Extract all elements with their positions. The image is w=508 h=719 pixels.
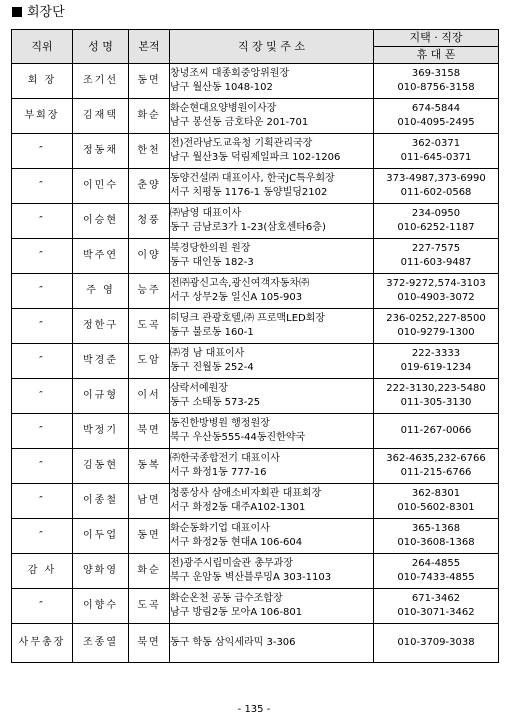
address-line: 서구 화정1동 777-16: [170, 467, 267, 478]
table-row: [12, 64, 499, 99]
phone-cell: [374, 624, 499, 663]
address-line: 북구 우산동555-44동진한약국: [170, 432, 306, 443]
position-cell: ″: [12, 379, 73, 414]
table-row: [12, 134, 499, 169]
name-cell: 이두업: [73, 519, 129, 554]
mobile-phone: 010-6252-1187: [397, 222, 475, 233]
branch-cell: 남면: [129, 484, 170, 519]
table-row: [12, 169, 499, 204]
branch-cell: 동면: [129, 519, 170, 554]
workplace-address-cell: [170, 274, 374, 309]
workplace-address-cell: [170, 204, 374, 239]
address-line: 서구 상무2동 일신A 105-903: [170, 292, 303, 303]
workplace-address-cell: [170, 64, 374, 99]
position-cell: ″: [12, 589, 73, 624]
name-cell: 주 영: [73, 274, 129, 309]
phone-cell: [374, 64, 499, 99]
page-number: - 135 -: [237, 704, 271, 715]
workplace-line: 창녕조씨 대종회중앙위원장: [170, 68, 290, 79]
mobile-phone: 010-7433-4855: [397, 572, 475, 583]
workplace-address-cell: [170, 624, 374, 663]
workplace-address-cell: [170, 239, 374, 274]
mobile-phone: 011-645-0371: [400, 152, 472, 163]
workplace-address-cell: [170, 309, 374, 344]
header-phone-bottom: 휴 대 폰: [374, 47, 499, 64]
branch-cell: 북면: [129, 414, 170, 449]
name-cell: 박경준: [73, 344, 129, 379]
branch-cell: 이양: [129, 239, 170, 274]
name-cell: 조기선: [73, 64, 129, 99]
position-cell: ″: [12, 449, 73, 484]
name-cell: 정동채: [73, 134, 129, 169]
branch-cell: 청풍: [129, 204, 170, 239]
home-office-phone: 362-4635,232-6766: [386, 453, 486, 464]
home-office-phone: 369-3158: [411, 68, 461, 79]
workplace-line: ㈜남영 대표이사: [170, 208, 242, 219]
workplace-line: 전)광주시립미술관 총무과장: [170, 558, 293, 569]
address-line: 서구 치평동 1176-1 동양빌딩2102: [170, 187, 328, 198]
phone-cell: [374, 169, 499, 204]
name-cell: 김동현: [73, 449, 129, 484]
mobile-phone: 011-603-9487: [400, 257, 472, 268]
header-name: 성 명: [73, 30, 129, 64]
branch-cell: 북면: [129, 624, 170, 663]
phone-cell: [374, 309, 499, 344]
phone-cell: [374, 344, 499, 379]
position-cell: ″: [12, 239, 73, 274]
home-office-phone: 365-1368: [411, 523, 461, 534]
mobile-phone: 010-5602-8301: [397, 502, 475, 513]
mobile-phone: 010-9279-1300: [397, 327, 475, 338]
table-body: [12, 64, 499, 663]
home-office-phone: 222-3333: [411, 348, 461, 359]
square-bullet-icon: [12, 7, 22, 17]
home-office-phone: 362-0371: [411, 138, 461, 149]
name-cell: 박정기: [73, 414, 129, 449]
name-cell: 정한구: [73, 309, 129, 344]
table-row: [12, 274, 499, 309]
position-cell: ″: [12, 134, 73, 169]
workplace-line: 전)전라남도교육청 기획관리국장: [170, 138, 313, 149]
name-cell: 이민수: [73, 169, 129, 204]
workplace-address-cell: [170, 169, 374, 204]
position-cell: ″: [12, 169, 73, 204]
home-office-phone: 373-4987,373-6990: [386, 173, 486, 184]
workplace-address-cell: [170, 554, 374, 589]
name-cell: 이향수: [73, 589, 129, 624]
branch-cell: 이서: [129, 379, 170, 414]
position-cell: ″: [12, 344, 73, 379]
position-cell: 감 사: [12, 554, 73, 589]
mobile-phone: 011-267-0066: [400, 425, 472, 436]
address-line: 동구 금남로3가 1-23(삼호센타6층): [170, 222, 326, 233]
workplace-address-cell: [170, 589, 374, 624]
home-office-phone: 227-7575: [411, 243, 461, 254]
position-cell: ″: [12, 414, 73, 449]
workplace-address-cell: [170, 414, 374, 449]
section-title-text: 회장단: [27, 5, 65, 20]
branch-cell: 한천: [129, 134, 170, 169]
address-line: 동구 불로동 160-1: [170, 327, 254, 338]
table-row: [12, 239, 499, 274]
mobile-phone: 010-4095-2495: [397, 117, 475, 128]
workplace-address-cell: [170, 134, 374, 169]
mobile-phone: 010-4903-3072: [397, 292, 475, 303]
address-line: 북구 운암동 벽산블루밍A 303-1103: [170, 572, 332, 583]
phone-cell: [374, 484, 499, 519]
mobile-phone: 011-215-6766: [400, 467, 472, 478]
mobile-phone: 010-8756-3158: [397, 82, 475, 93]
address-line: 남구 월산동 1048-102: [170, 82, 273, 93]
position-cell: 회 장: [12, 64, 73, 99]
workplace-line: 동구 학동 삼익세라믹 3-306: [170, 637, 296, 648]
address-line: 서구 화정2동 대주A102-1301: [170, 502, 306, 513]
phone-cell: [374, 519, 499, 554]
position-cell: ″: [12, 519, 73, 554]
home-office-phone: 222-3130,223-5480: [386, 383, 486, 394]
position-cell: ″: [12, 204, 73, 239]
branch-cell: 능주: [129, 274, 170, 309]
mobile-phone: 010-3071-3462: [397, 607, 475, 618]
header-branch: 본적: [129, 30, 170, 64]
phone-cell: [374, 134, 499, 169]
workplace-line: 화순동화기업 대표이사: [170, 523, 270, 534]
workplace-line: ㈜경 남 대표이사: [170, 348, 245, 359]
section-title: [12, 4, 65, 22]
workplace-line: 동양건설㈜ 대표이사, 한국JC특우회장: [170, 173, 335, 184]
mobile-phone: 011-602-0568: [400, 187, 472, 198]
position-cell: 부회장: [12, 99, 73, 134]
table-row: [12, 414, 499, 449]
name-cell: 박주연: [73, 239, 129, 274]
branch-cell: 화순: [129, 554, 170, 589]
phone-cell: [374, 414, 499, 449]
executive-table: [11, 29, 499, 663]
home-office-phone: 671-3462: [411, 593, 461, 604]
table-row: [12, 519, 499, 554]
workplace-address-cell: [170, 99, 374, 134]
table-row: [12, 99, 499, 134]
address-line: 서구 화정2동 현대A 106-604: [170, 537, 303, 548]
workplace-line: 청풍상사 삼애소비자회관 대표회장: [170, 488, 322, 499]
address-line: 동구 대인동 182-3: [170, 257, 254, 268]
home-office-phone: 674-5844: [411, 103, 461, 114]
name-cell: 이규형: [73, 379, 129, 414]
name-cell: 양화영: [73, 554, 129, 589]
workplace-address-cell: [170, 344, 374, 379]
home-office-phone: 236-0252,227-8500: [386, 313, 486, 324]
branch-cell: 도곡: [129, 309, 170, 344]
name-cell: 조종열: [73, 624, 129, 663]
table-row: [12, 309, 499, 344]
workplace-line: 히딩크 관광호텔,㈜ 프로맥LED회장: [170, 313, 326, 324]
position-cell: ″: [12, 484, 73, 519]
workplace-address-cell: [170, 449, 374, 484]
mobile-phone: 011-305-3130: [400, 397, 472, 408]
table-row: [12, 344, 499, 379]
branch-cell: 춘양: [129, 169, 170, 204]
home-office-phone: 234-0950: [411, 208, 461, 219]
workplace-line: 북경당한의원 원장: [170, 243, 251, 254]
branch-cell: 동복: [129, 449, 170, 484]
address-line: 동구 진월동 252-4: [170, 362, 254, 373]
address-line: 남구 월산3동 덕림제일파크 102-1206: [170, 152, 341, 163]
header-phone-top: 지택 · 직장: [374, 30, 499, 47]
workplace-line: 전㈜광신고속,광신여객자동차㈜: [170, 278, 310, 289]
phone-cell: [374, 204, 499, 239]
branch-cell: 도암: [129, 344, 170, 379]
table-row: [12, 204, 499, 239]
workplace-address-cell: [170, 484, 374, 519]
table-header: [12, 30, 499, 64]
branch-cell: 동면: [129, 64, 170, 99]
phone-cell: [374, 274, 499, 309]
phone-cell: [374, 239, 499, 274]
name-cell: 이종철: [73, 484, 129, 519]
address-line: 남구 봉선동 금호타운 201-701: [170, 117, 309, 128]
phone-cell: [374, 99, 499, 134]
position-cell: ″: [12, 309, 73, 344]
mobile-phone: 010-3608-1368: [397, 537, 475, 548]
workplace-line: 동진한방병원 행정원장: [170, 418, 270, 429]
branch-cell: 도곡: [129, 589, 170, 624]
table-row: [12, 449, 499, 484]
table-row: [12, 379, 499, 414]
address-line: 남구 방림2동 모아A 106-801: [170, 607, 303, 618]
header-workplace: 직 장 및 주 소: [170, 30, 374, 64]
phone-cell: [374, 379, 499, 414]
home-office-phone: 362-8301: [411, 488, 461, 499]
branch-cell: 화순: [129, 99, 170, 134]
workplace-line: 화순현대요양병원이사장: [170, 103, 277, 114]
mobile-phone: 010-3709-3038: [397, 637, 475, 648]
home-office-phone: 372-9272,574-3103: [386, 278, 486, 289]
workplace-address-cell: [170, 519, 374, 554]
position-cell: ″: [12, 274, 73, 309]
table-row: [12, 554, 499, 589]
phone-cell: [374, 589, 499, 624]
phone-cell: [374, 554, 499, 589]
name-cell: 김재택: [73, 99, 129, 134]
table-row: [12, 484, 499, 519]
home-office-phone: 264-4855: [411, 558, 461, 569]
table-row: [12, 589, 499, 624]
workplace-line: ㈜한국종합전기 대표이사: [170, 453, 280, 464]
table-row: [12, 624, 499, 663]
workplace-address-cell: [170, 379, 374, 414]
phone-cell: [374, 449, 499, 484]
position-cell: 사무총장: [12, 624, 73, 663]
workplace-line: 삼락서예원장: [170, 383, 228, 394]
mobile-phone: 019-619-1234: [400, 362, 472, 373]
header-position: 직위: [12, 30, 73, 64]
workplace-line: 화순온천 공동 급수조합장: [170, 593, 283, 604]
name-cell: 이승현: [73, 204, 129, 239]
address-line: 동구 소태동 573-25: [170, 397, 261, 408]
